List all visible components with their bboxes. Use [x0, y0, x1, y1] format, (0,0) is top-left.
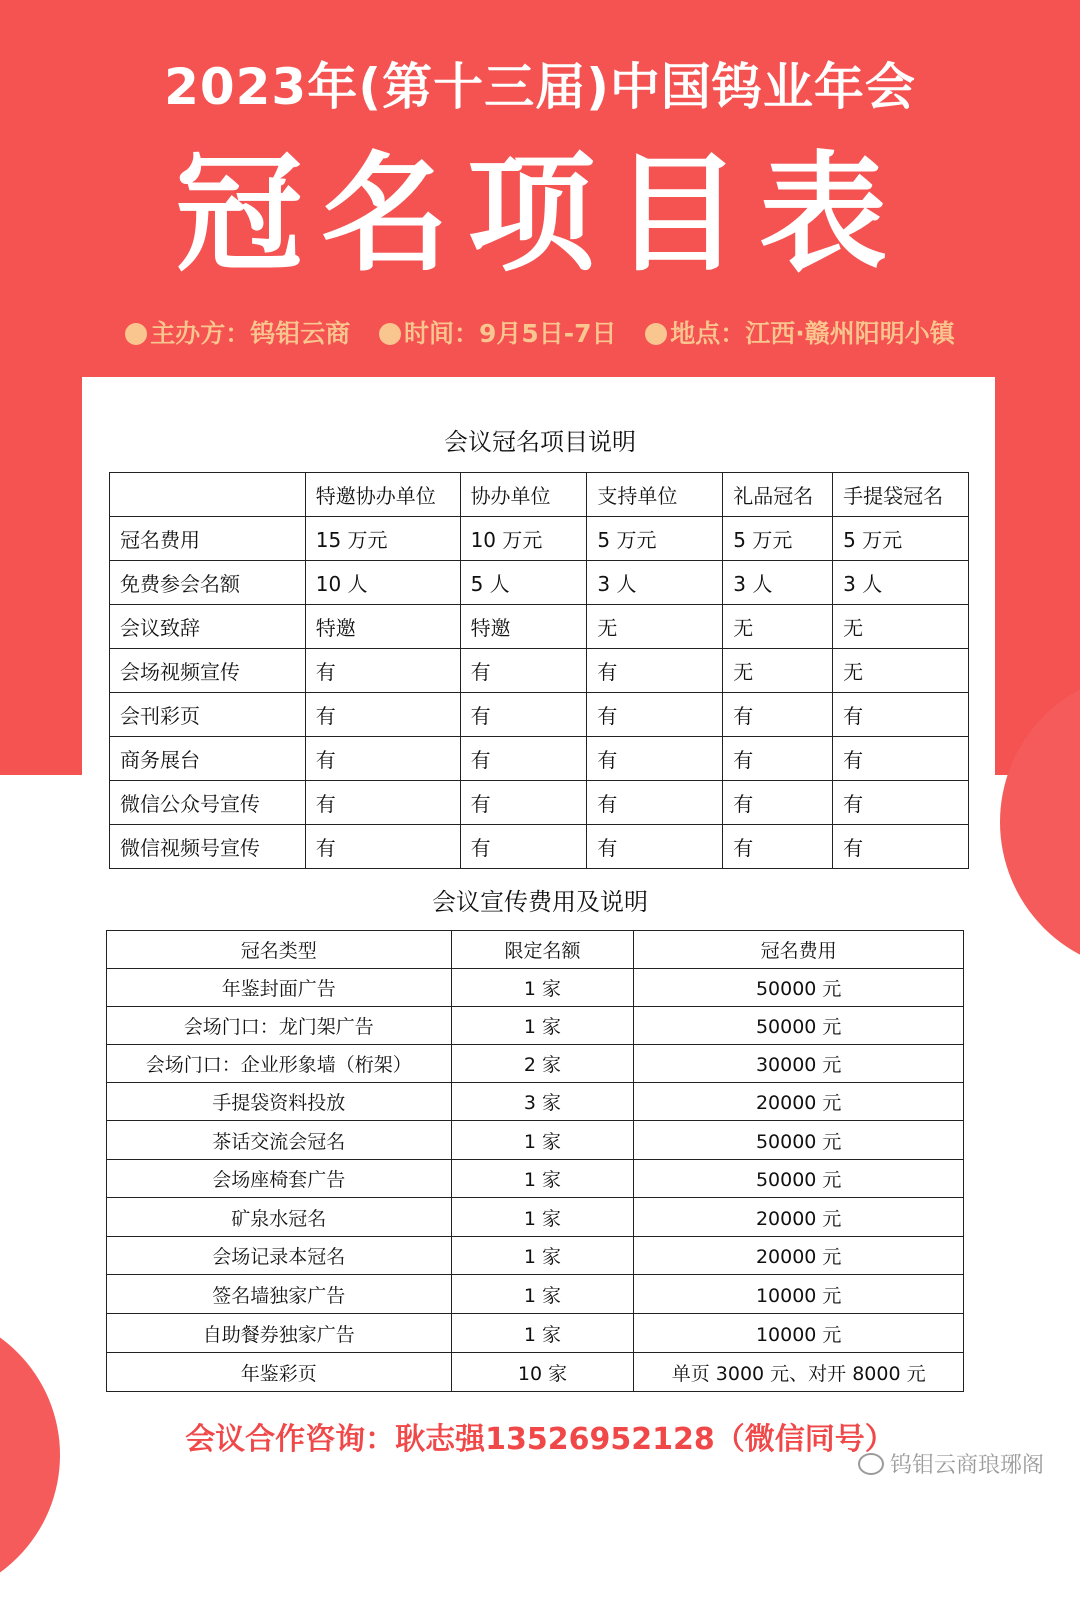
table-cell: 会场门口：龙门架广告: [107, 1007, 452, 1045]
table-row: [110, 737, 969, 781]
table-cell: 免费参会名额: [110, 561, 306, 605]
table-cell: 有: [723, 693, 833, 737]
table-cell: 有: [587, 825, 723, 869]
table-row: [107, 1237, 964, 1275]
info-location: 地点：江西·赣州阳明小镇: [645, 319, 955, 348]
table-header-cell: 协办单位: [460, 473, 587, 517]
table-cell: 年鉴彩页: [107, 1353, 452, 1392]
table-cell: 无: [833, 649, 969, 693]
table-row: [110, 825, 969, 869]
table-row: [107, 1275, 964, 1314]
table-cell: 特邀: [305, 605, 460, 649]
table-header-row: [107, 931, 964, 969]
table-row: [107, 1160, 964, 1198]
table-cell: 会场视频宣传: [110, 649, 306, 693]
bullet-dot-icon: [645, 323, 667, 345]
table-cell: 微信视频号宣传: [110, 825, 306, 869]
contact-info: 会议合作咨询：耿志强13526952128（微信同号）: [185, 1422, 895, 1457]
table-cell: 3 人: [587, 561, 723, 605]
table-cell: 有: [723, 781, 833, 825]
table-cell: 有: [587, 781, 723, 825]
table-cell: 矿泉水冠名: [107, 1198, 452, 1237]
table-cell: 有: [460, 649, 587, 693]
table-cell: 有: [305, 649, 460, 693]
table-cell: 会议致辞: [110, 605, 306, 649]
table-cell: 20000 元: [634, 1237, 964, 1275]
table-header-cell: 礼品冠名: [723, 473, 833, 517]
table-cell: 50000 元: [634, 969, 964, 1007]
table-cell: 5 人: [460, 561, 587, 605]
sponsorship-table: [109, 472, 969, 869]
table-cell: 20000 元: [634, 1198, 964, 1237]
table-cell: 有: [833, 737, 969, 781]
table-cell: 商务展台: [110, 737, 306, 781]
table-cell: 30000 元: [634, 1045, 964, 1083]
table-header-cell: [110, 473, 306, 517]
table-cell: 2 家: [451, 1045, 634, 1083]
table-cell: 1 家: [451, 1198, 634, 1237]
table-cell: 微信公众号宣传: [110, 781, 306, 825]
table-cell: 有: [833, 825, 969, 869]
table-cell: 无: [723, 605, 833, 649]
table-cell: 年鉴封面广告: [107, 969, 452, 1007]
table1-title: 会议冠名项目说明: [444, 428, 636, 456]
table-row: [107, 1007, 964, 1045]
event-title: 2023年(第十三届)中国钨业年会: [164, 58, 916, 116]
table-cell: 5 万元: [723, 517, 833, 561]
table-cell: 5 万元: [587, 517, 723, 561]
table-cell: 有: [833, 781, 969, 825]
table2-title: 会议宣传费用及说明: [432, 888, 648, 916]
table-row: [110, 517, 969, 561]
table-cell: 50000 元: [634, 1160, 964, 1198]
table-cell: 无: [587, 605, 723, 649]
table-cell: 有: [460, 781, 587, 825]
table-cell: 50000 元: [634, 1007, 964, 1045]
watermark: 钨钼云商琅琊阁: [858, 1448, 1044, 1484]
table-cell: 会场记录本冠名: [107, 1237, 452, 1275]
event-info: [0, 314, 1080, 354]
table-cell: 3 人: [723, 561, 833, 605]
table-cell: 1 家: [451, 1121, 634, 1160]
table-cell: 10000 元: [634, 1314, 964, 1353]
table-cell: 有: [587, 649, 723, 693]
table-header-cell: 冠名费用: [634, 931, 964, 969]
bullet-dot-icon: [125, 323, 147, 345]
table-cell: 有: [305, 825, 460, 869]
table-header-row: [110, 473, 969, 517]
table-cell: 特邀: [460, 605, 587, 649]
table-row: [110, 561, 969, 605]
table-cell: 3 人: [833, 561, 969, 605]
table-header-cell: 特邀协办单位: [305, 473, 460, 517]
table-cell: 有: [305, 737, 460, 781]
table-cell: 20000 元: [634, 1083, 964, 1121]
table-cell: 50000 元: [634, 1121, 964, 1160]
table-row: [107, 1045, 964, 1083]
table-row: [107, 1353, 964, 1392]
table-header-cell: 手提袋冠名: [833, 473, 969, 517]
table-cell: 会场门口：企业形象墙（桁架）: [107, 1045, 452, 1083]
table-header-cell: 冠名类型: [107, 931, 452, 969]
table-row: [107, 969, 964, 1007]
table-cell: 有: [460, 737, 587, 781]
table-row: [107, 1083, 964, 1121]
table-row: [107, 1121, 964, 1160]
table-cell: 无: [723, 649, 833, 693]
table-cell: 1 家: [451, 969, 634, 1007]
table-row: [110, 781, 969, 825]
table-cell: 会场座椅套广告: [107, 1160, 452, 1198]
table-cell: 有: [460, 693, 587, 737]
table-cell: 有: [833, 693, 969, 737]
table-row: [107, 1198, 964, 1237]
table-cell: 自助餐券独家广告: [107, 1314, 452, 1353]
info-time: 时间：9月5日-7日: [379, 319, 617, 348]
table-cell: 有: [305, 781, 460, 825]
table-cell: 10 万元: [460, 517, 587, 561]
table-cell: 无: [833, 605, 969, 649]
table-header-cell: 支持单位: [587, 473, 723, 517]
table-cell: 单页 3000 元、对开 8000 元: [634, 1353, 964, 1392]
table-cell: 会刊彩页: [110, 693, 306, 737]
table-row: [110, 693, 969, 737]
table-cell: 冠名费用: [110, 517, 306, 561]
table-cell: 手提袋资料投放: [107, 1083, 452, 1121]
table-cell: 有: [723, 825, 833, 869]
table-row: [107, 1314, 964, 1353]
table-cell: 5 万元: [833, 517, 969, 561]
table-cell: 有: [587, 693, 723, 737]
table-cell: 1 家: [451, 1314, 634, 1353]
table-cell: 有: [587, 737, 723, 781]
table-row: [110, 649, 969, 693]
table-cell: 10 人: [305, 561, 460, 605]
table-cell: 签名墙独家广告: [107, 1275, 452, 1314]
table-cell: 有: [460, 825, 587, 869]
table-cell: 茶话交流会冠名: [107, 1121, 452, 1160]
info-organizer: 主办方：钨钼云商: [125, 319, 350, 348]
table-row: [110, 605, 969, 649]
table-cell: 3 家: [451, 1083, 634, 1121]
table-cell: 15 万元: [305, 517, 460, 561]
table-cell: 1 家: [451, 1237, 634, 1275]
wechat-icon: [858, 1453, 884, 1475]
table-cell: 有: [305, 693, 460, 737]
table-cell: 10000 元: [634, 1275, 964, 1314]
table-cell: 1 家: [451, 1007, 634, 1045]
main-title: 冠名项目表: [174, 140, 905, 289]
bullet-dot-icon: [379, 323, 401, 345]
table-cell: 有: [723, 737, 833, 781]
promotion-fee-table: [106, 930, 964, 1392]
table-cell: 10 家: [451, 1353, 634, 1392]
table-cell: 1 家: [451, 1275, 634, 1314]
table-cell: 1 家: [451, 1160, 634, 1198]
table-header-cell: 限定名额: [451, 931, 634, 969]
